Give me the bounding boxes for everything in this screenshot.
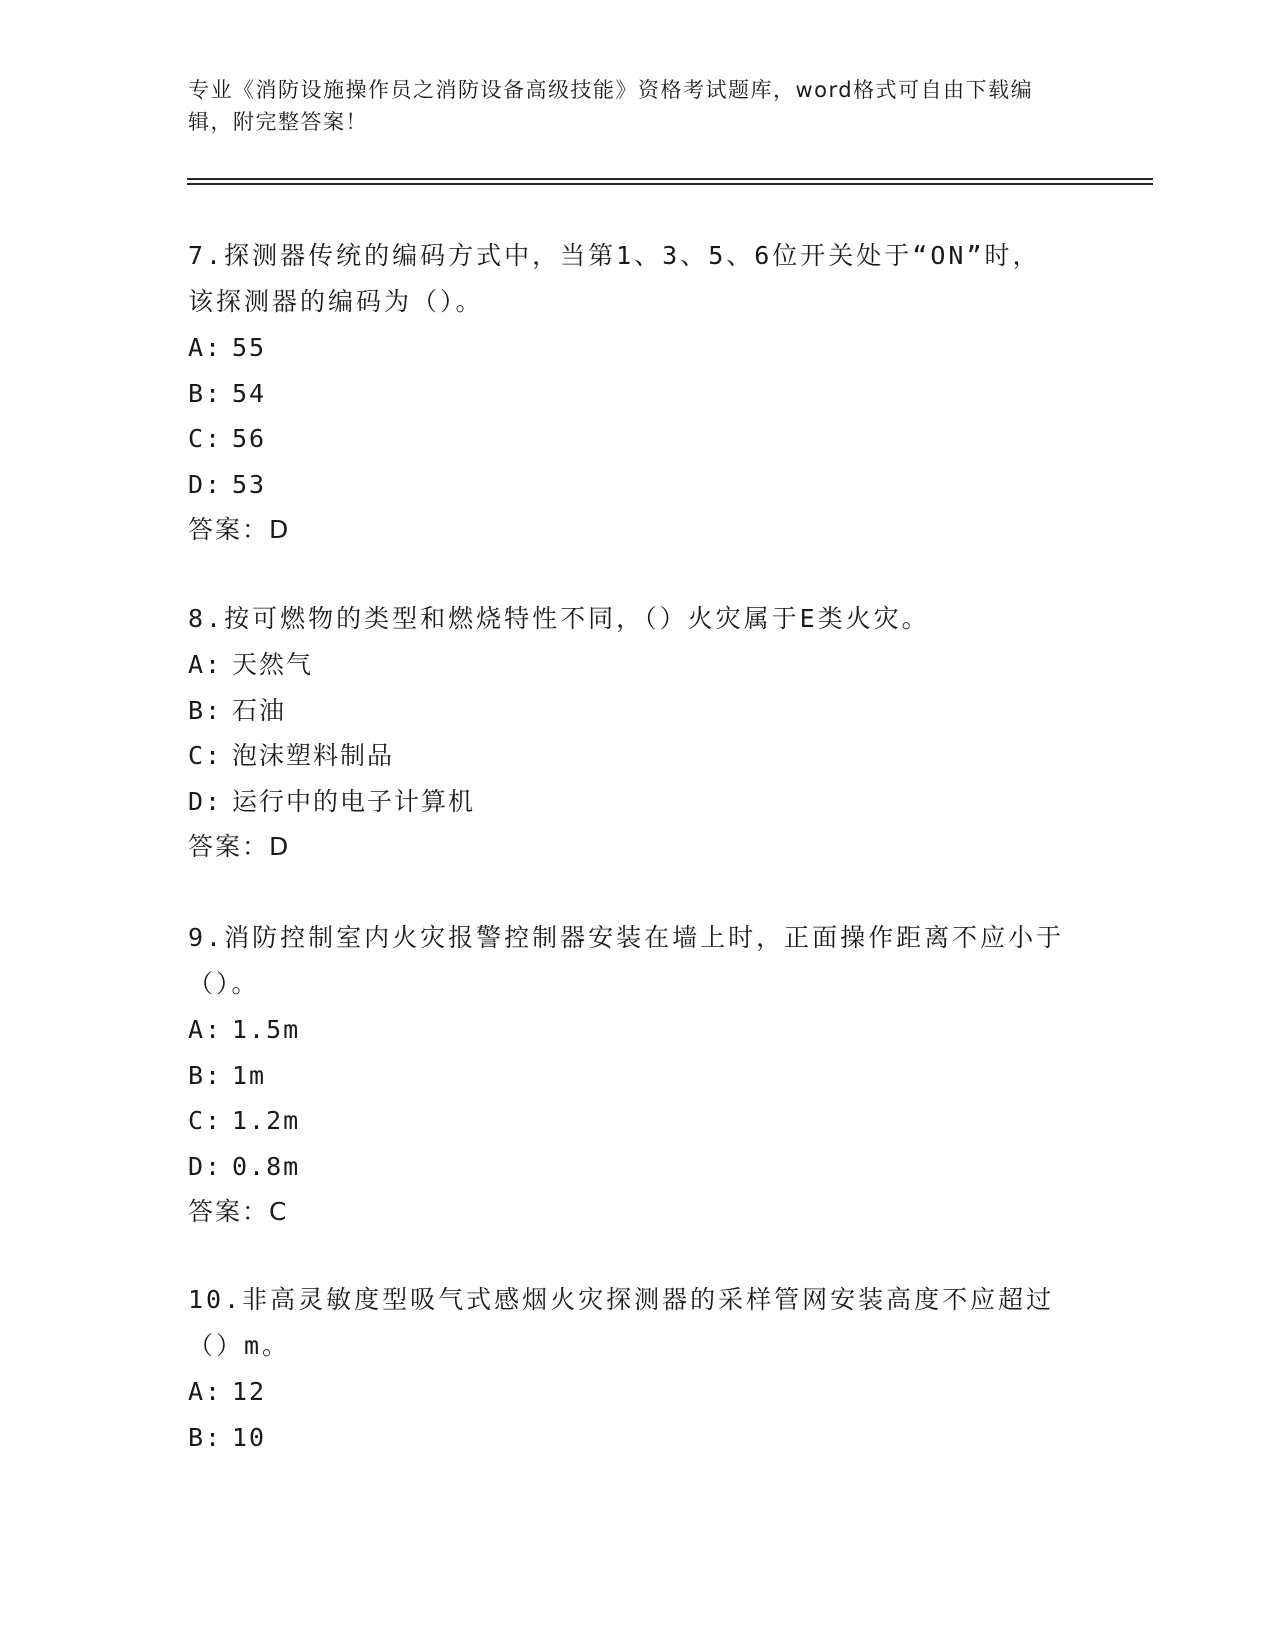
option-c [188, 733, 1068, 779]
option-text: 53 [232, 469, 267, 499]
option-text: 石油 [232, 695, 287, 725]
option-text: 天然气 [232, 650, 314, 679]
option-d [188, 1144, 1068, 1190]
option-c [188, 1098, 1068, 1144]
option-text: 12 [232, 1377, 267, 1406]
question-stem: 9.消防控制室内火灾报警控制器安装在墙上时，正面操作距离不应小于（）。 [188, 923, 1065, 998]
option-text: 55 [232, 333, 267, 362]
option-text: 运行中的电子计算机 [232, 786, 476, 816]
option-text: 泡沫塑料制品 [232, 741, 395, 770]
option-text: 56 [232, 424, 267, 453]
question-stem: 7.探测器传统的编码方式中，当第1、3、5、6位开关处于“ON”时，该探测器的编码为（）。 [188, 241, 1041, 316]
option-letter: D: [188, 469, 223, 499]
answer-line: 答案：D [188, 515, 291, 544]
option-a [188, 1369, 1068, 1415]
option-letter: A: [188, 650, 223, 679]
document-header-text: 专业《消防设施操作员之消防设备高级技能》资格考试题库，word格式可自由下载编辑，附完整答案！ [188, 78, 1034, 134]
answer-line: 答案：C [188, 1197, 289, 1226]
option-text: 1.5m [232, 1015, 301, 1044]
option-b [188, 1053, 1068, 1099]
option-a [188, 642, 1068, 688]
option-a [188, 325, 1068, 371]
option-text: 54 [232, 378, 267, 408]
option-letter: A: [188, 333, 223, 362]
option-d [188, 462, 1068, 508]
option-letter: D: [188, 786, 223, 816]
option-letter: B: [188, 695, 223, 725]
option-text: 10 [232, 1422, 267, 1452]
question-stem: 8.按可燃物的类型和燃烧特性不同，（）火灾属于E类火灾。 [188, 604, 930, 633]
header-divider-bottom [187, 183, 1153, 185]
option-letter: A: [188, 1015, 223, 1044]
question-10 [188, 1277, 1068, 1460]
question-stem: 10.非高灵敏度型吸气式感烟火灾探测器的采样管网安装高度不应超过（）m。 [188, 1285, 1055, 1360]
option-letter: B: [188, 1060, 223, 1090]
question-7 [188, 233, 1068, 553]
option-letter: D: [188, 1151, 223, 1181]
option-b [188, 371, 1068, 417]
option-text: 1.2m [232, 1106, 301, 1135]
option-letter: C: [188, 1106, 223, 1135]
option-letter: A: [188, 1377, 223, 1406]
option-b [188, 1415, 1068, 1461]
option-letter: B: [188, 1422, 223, 1452]
option-letter: C: [188, 424, 223, 453]
option-b [188, 688, 1068, 734]
answer-line: 答案：D [188, 832, 291, 861]
header-divider-top [187, 178, 1153, 180]
option-text: 1m [232, 1060, 267, 1090]
question-9 [188, 915, 1068, 1235]
option-d [188, 779, 1068, 825]
question-8 [188, 596, 1068, 870]
option-a [188, 1007, 1068, 1053]
option-text: 0.8m [232, 1151, 301, 1181]
option-letter: C: [188, 741, 223, 770]
option-letter: B: [188, 378, 223, 408]
option-c [188, 416, 1068, 462]
